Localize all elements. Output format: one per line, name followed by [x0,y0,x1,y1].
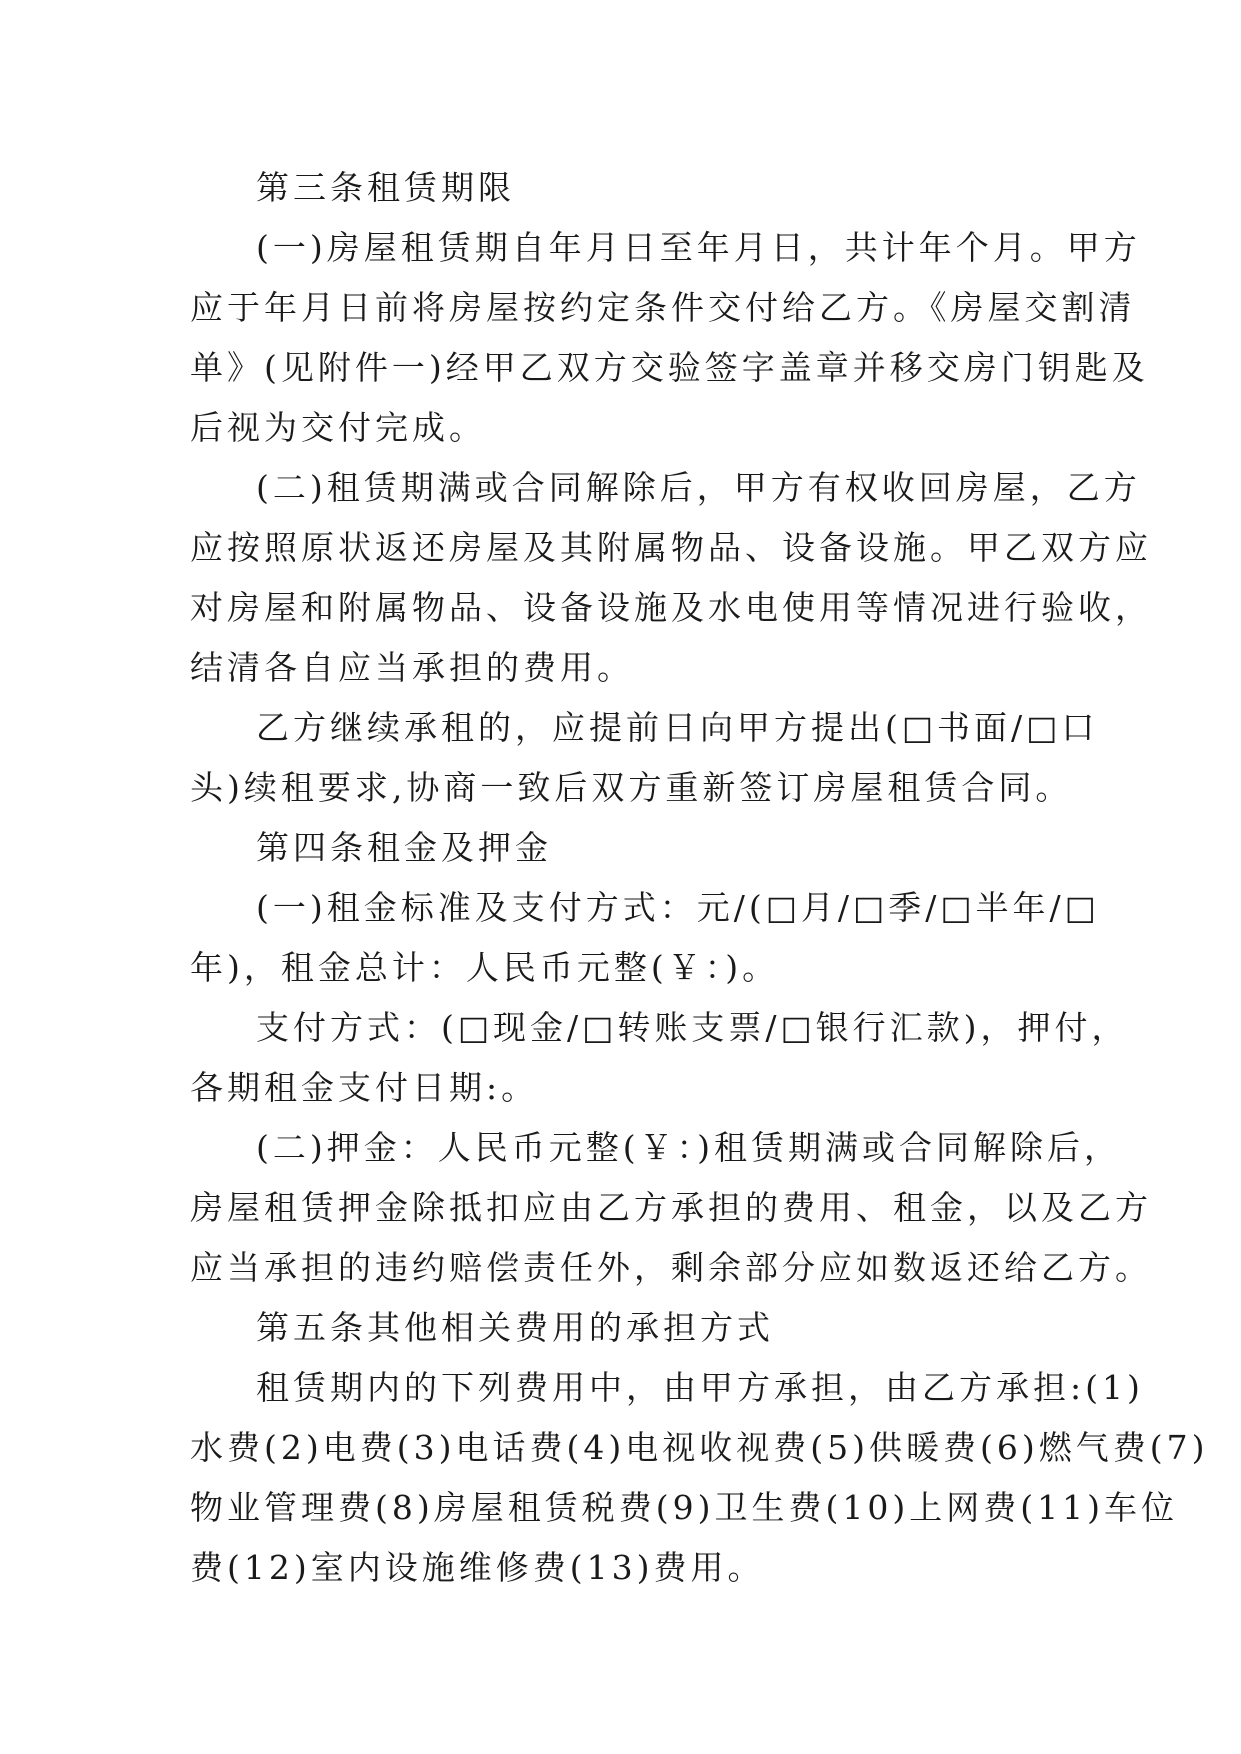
text-line: 物业管理费(8)房屋租赁税费(9)卫生费(10)上网费(11)车位 [190,1488,1178,1527]
text-line: 应于年月日前将房屋按约定条件交付给乙方。《房屋交割清 [190,288,1136,327]
text-line: 后视为交付完成。 [190,408,486,447]
text-line: (一)租金标准及支付方式：元/(□月/□季/□半年/□ [256,888,1100,927]
text-line: 应当承担的违约赔偿责任外，剩余部分应如数返还给乙方。 [190,1248,1152,1287]
text-line: 头)续租要求,协商一致后双方重新签订房屋租赁合同。 [190,768,1073,807]
text-line: 乙方继续承租的，应提前日向甲方提出(□书面/□口 [256,708,1099,747]
text-line: 各期租金支付日期:。 [190,1068,539,1107]
text-line: 结清各自应当承担的费用。 [190,648,634,687]
contract-text [190,158,1209,1598]
text-line: 对房屋和附属物品、设备设施及水电使用等情况进行验收， [190,588,1152,627]
text-line: 年)，租金总计：人民币元整(￥：)。 [190,948,780,987]
text-line: 房屋租赁押金除抵扣应由乙方承担的费用、租金，以及乙方 [190,1188,1152,1227]
text-line: (二)押金：人民币元整(￥：)租赁期满或合同解除后， [256,1128,1121,1167]
text-line: 第三条租赁期限 [256,168,515,207]
text-line: 应按照原状返还房屋及其附属物品、设备设施。甲乙双方应 [190,528,1152,567]
text-line: (二)租赁期满或合同解除后，甲方有权收回房屋，乙方 [256,468,1141,507]
text-line: 单》(见附件一)经甲乙双方交验签字盖章并移交房门钥匙及 [190,348,1149,387]
text-line: 第五条其他相关费用的承担方式 [256,1308,774,1347]
text-line: 租赁期内的下列费用中，由甲方承担，由乙方承担:(1) [256,1368,1144,1407]
text-line: 水费(2)电费(3)电话费(4)电视收视费(5)供暖费(6)燃气费(7) [190,1428,1209,1467]
text-line: 第四条租金及押金 [256,828,552,867]
text-line: 费(12)室内设施维修费(13)费用。 [190,1548,765,1587]
text-line: (一)房屋租赁期自年月日至年月日，共计年个月。甲方 [256,228,1141,267]
text-line: 支付方式：(□现金/□转账支票/□银行汇款)，押付， [256,1008,1129,1047]
